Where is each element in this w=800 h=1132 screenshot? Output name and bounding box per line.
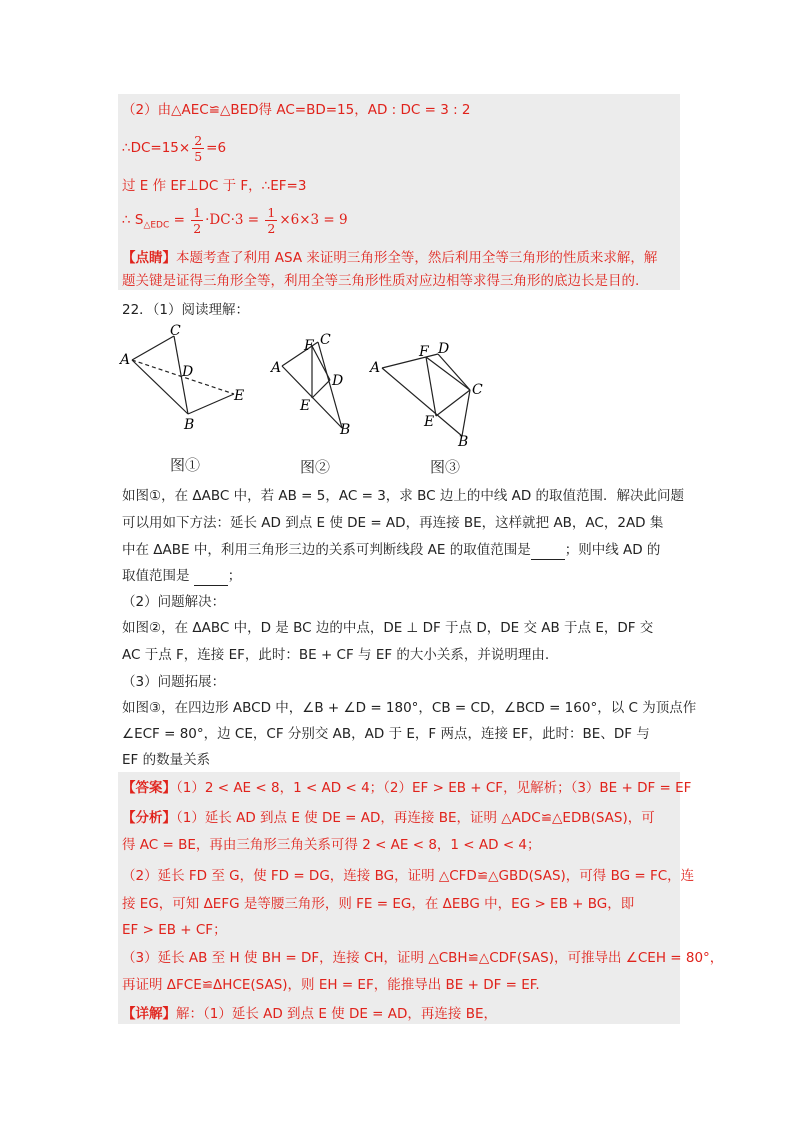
fig2-caption: 图② (300, 458, 331, 476)
q22-p3-head: （3）问题拓展： (122, 674, 226, 690)
fig1-side-ac (132, 336, 174, 360)
q22-p1-line3-a: 中在 ΔABE 中，利用三角形三边的关系可判断线段 AE 的取值范围是 (122, 542, 531, 558)
comment-line2: 题关键是证得三角形全等，利用全等三角形性质对应边相等求得三角形的底边长是目的. (122, 273, 640, 289)
sol2-line1: （2）由△AEC≌△BED得 AC=BD=15，AD : DC = 3 : 2 (122, 102, 471, 118)
fig3-side-ad (382, 354, 438, 368)
fig2-label-e: E (300, 398, 311, 414)
sol2-line2-prefix: ∴DC=15× (122, 140, 191, 156)
analysis-line1 (122, 808, 655, 828)
figure-2 (268, 330, 358, 436)
q22-p1-line4-a: 取值范围是 (122, 568, 190, 584)
fig1-side-be (188, 394, 234, 414)
detail-line (122, 1004, 497, 1024)
fig1-label-a: A (120, 352, 131, 368)
comment-text-1: 本题考查了利用 ASA 来证明三角形全等，然后利用全等三角形的性质来求解，解 (176, 250, 658, 266)
q22-p1-line4-b: ； (227, 568, 242, 584)
fig1-label-b: B (184, 417, 195, 433)
detail-tag: 【详解】 (122, 1006, 176, 1022)
sol2-line4-mid: ·DC·3 = (205, 212, 260, 228)
fig3-label-d: D (438, 341, 450, 357)
analysis-line6: （3）延长 AB 至 H 使 BH = DF，连接 CH，证明 △CBH≌△CDF(SAS)，可推导出 ∠CEH = 80°， (122, 950, 724, 966)
q22-p2-line1: 如图②，在 ΔABC 中，D 是 BC 边的中点，DE ⊥ DF 于点 D，DE 交 AB 于点 E，DF 交 (122, 620, 654, 636)
q22-header: 22．（1）阅读理解： (122, 302, 250, 318)
fig3-segment-fc (426, 357, 470, 390)
fig2-label-d: D (332, 373, 344, 389)
fig3-side-dc (438, 354, 470, 390)
answer-tag: 【答案】 (122, 780, 176, 796)
fig1-caption: 图① (170, 456, 201, 474)
comment-line1 (122, 248, 657, 268)
analysis-tag: 【分析】 (122, 810, 176, 826)
equals-sign: = (173, 212, 185, 228)
figure-1 (118, 322, 268, 434)
fraction-half-2 (265, 205, 277, 236)
q22-p3-line2: ∠ECF = 80°，边 CE，CF 分别交 AB，AD 于 E，F 两点，连接 EF，此时：BE、DF 与 (122, 726, 650, 742)
sol2-line2 (122, 128, 226, 168)
fig2-label-c: C (320, 332, 331, 348)
q22-p1-line3 (122, 540, 660, 560)
frac-den: 2 (193, 220, 202, 236)
answer-blank-1[interactable] (531, 545, 565, 560)
sol2-line2-suffix: =6 (206, 140, 227, 156)
fig2-label-a: A (271, 360, 282, 376)
detail-text: 解：（1）延长 AD 到点 E 使 DE = AD，再连接 BE， (176, 1006, 497, 1022)
area-subscript: △EDC (143, 220, 170, 231)
answer-line (122, 778, 691, 798)
fig1-label-d: D (182, 364, 194, 380)
q22-p1-line1: 如图①，在 ΔABC 中，若 AB = 5，AC = 3，求 BC 边上的中线 AD 的取值范围．解决此问题 (122, 488, 685, 504)
sol2-line4 (122, 200, 348, 246)
q22-p3-line1: 如图③，在四边形 ABCD 中，∠B + ∠D = 180°，CB = CD，∠BCD = 160°，以 C 为顶点作 (122, 700, 697, 716)
analysis-line7: 再证明 ΔFCE≌ΔHCE(SAS)，则 EH = EF，能推导出 BE + DF = EF. (122, 977, 540, 993)
q22-p2-line2: AC 于点 F，连接 EF，此时：BE + CF 与 EF 的大小关系，并说明理由. (122, 647, 550, 663)
fig3-segment-ec (436, 390, 470, 416)
fig2-label-f: F (304, 338, 314, 354)
frac-num: 2 (194, 132, 203, 148)
fig3-label-b: B (458, 434, 469, 448)
frac-num: 1 (193, 204, 202, 220)
analysis-line3: （2）延长 FD 至 G，使 FD = DG，连接 BG，证明 △CFD≌△GBD(SAS)，可得 BG = FC，连 (122, 868, 695, 884)
q22-p1-line4 (122, 566, 241, 586)
q22-p1-line2: 可以用如下方法：延长 AD 到点 E 使 DE = AD，再连接 BE，这样就把 AB，AC，2AD 集 (122, 515, 664, 531)
analysis-text-1: （1）延长 AD 到点 E 使 DE = AD，再连接 BE，证明 △ADC≌△EDB(SAS)，可 (176, 810, 655, 826)
q22-p3-line3: EF 的数量关系 (122, 752, 211, 768)
figure-3 (366, 336, 496, 448)
q22-p2-head: （2）问题解决： (122, 594, 226, 610)
fig3-label-f: F (419, 344, 429, 360)
fig3-label-e: E (424, 414, 435, 430)
fig3-side-ab (382, 368, 462, 436)
comment-tag: 【点睛】 (122, 250, 176, 266)
answer-text: （1）2 < AE < 8，1 < AD < 4；（2）EF > EB + CF，见解析；（3）BE + DF = EF (176, 780, 692, 796)
frac-den: 2 (267, 220, 276, 236)
fraction-two-fifths (192, 133, 204, 164)
fig3-label-c: C (472, 382, 483, 398)
answer-blank-2[interactable] (194, 571, 228, 586)
area-symbol: ∴ S (122, 212, 144, 228)
fig2-segment-ed (312, 380, 330, 398)
q22-p1-line3-b: ；则中线 AD 的 (564, 542, 661, 558)
analysis-line4: 接 EG，可知 ΔEFG 是等腰三角形，则 FE = EG，在 ΔEBG 中，EG > EB + BG，即 (122, 896, 635, 912)
sol2-line3: 过 E 作 EF⊥DC 于 F，∴EF=3 (122, 178, 307, 194)
sol2-line4-suffix: ×6×3 = 9 (279, 212, 348, 228)
fig1-label-e: E (234, 388, 245, 404)
analysis-line5: EF > EB + CF； (122, 922, 227, 938)
fig3-label-a: A (370, 360, 381, 376)
fig1-label-c: C (170, 323, 181, 339)
frac-num: 1 (267, 204, 276, 220)
fig3-side-cb (462, 390, 470, 436)
fig3-caption: 图③ (430, 458, 461, 476)
fraction-half-1 (191, 205, 203, 236)
analysis-line2: 得 AC = BE，再由三角形三角关系可得 2 < AE < 8，1 < AD < 4； (122, 837, 541, 853)
fig2-label-b: B (340, 422, 351, 436)
frac-den: 5 (194, 148, 203, 164)
